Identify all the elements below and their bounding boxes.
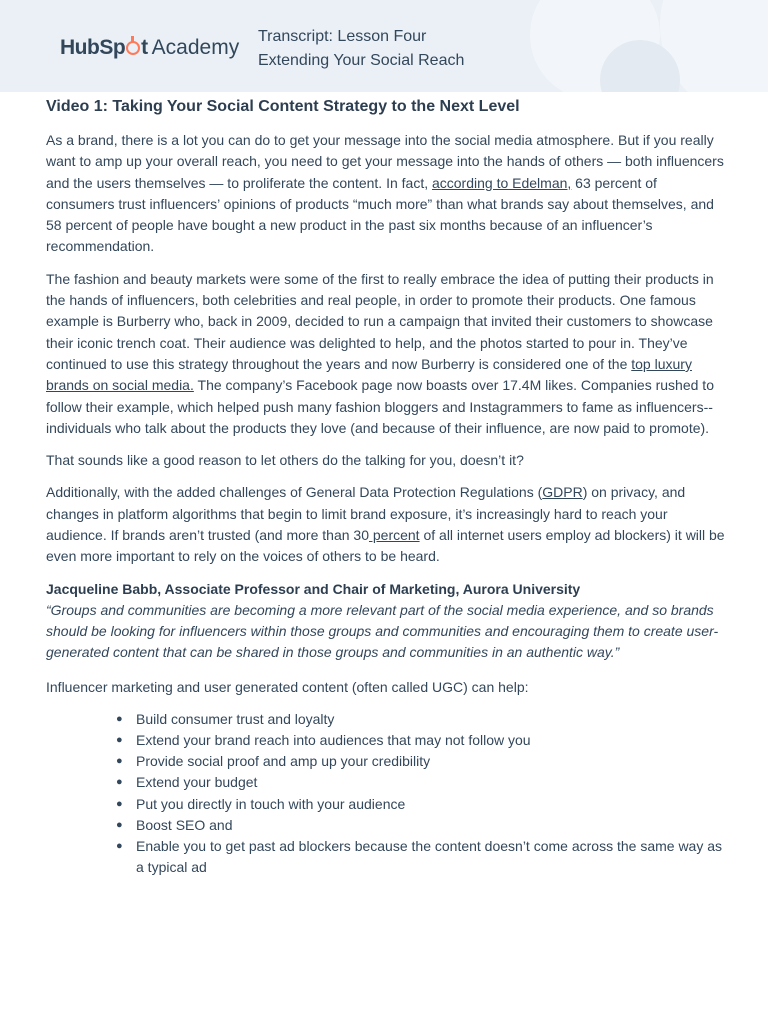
gdpr-link[interactable]: GDPR	[542, 484, 583, 501]
list-item: ● Put you directly in touch with your audience	[136, 794, 726, 815]
logo-hubspot-text: HubSp t	[60, 36, 148, 59]
quote-author: Jacqueline Babb, Associate Professor and Chair of Marketing, Aurora University	[46, 580, 581, 597]
list-intro: Influencer marketing and user generated content (often called UGC) can help:	[46, 678, 529, 695]
percent-link[interactable]: percent	[368, 527, 420, 544]
section-title: Video 1: Taking Your Social Content Strategy to the Next Level	[46, 98, 520, 115]
paragraph-4: Additionally, with the added challenges of General Data Protection Regulations (GDPR) on privacy, and changes in platform algorithms that begin to limit brand exposure, it’s increasingly hard to reach your audience. If brands aren’t trusted (and more than 30 percent of all internet users employ ad blockers) it will be even more important to rely on the voices of others to be heard.	[46, 484, 725, 565]
transcript-title	[258, 25, 464, 73]
luxury-brands-link[interactable]: top luxury brands on social media.	[46, 355, 692, 394]
edelman-link[interactable]: according to Edelman,	[431, 174, 572, 191]
transcript-subtitle: Extending Your Social Reach	[258, 52, 465, 69]
hubspot-academy-logo	[60, 36, 239, 60]
sprocket-icon	[126, 41, 140, 55]
benefits-list	[46, 709, 726, 879]
paragraph-1: As a brand, there is a lot you can do to get your message into the social media atmosphere. But if you really want to amp up your overall reach, you need to get your message into the hands of others — both influencers and the users themselves — to proliferate the content. In fact, according to Edelman, 63 percent of consumers trust influencers’ opinions of products “much more” than what brands say about themselves, and 58 percent of people have bought a new product in the past six months because of an influencer’s recommendation.	[46, 132, 724, 255]
list-item: ● Extend your budget	[136, 772, 726, 793]
list-item: ● Boost SEO and	[136, 815, 726, 836]
page-header	[0, 0, 768, 92]
list-item: ● Enable you to get past ad blockers because the content doesn’t come across the same way as a typical ad	[136, 836, 726, 878]
logo-academy-text: Academy	[151, 36, 240, 59]
quote-text: “Groups and communities are becoming a more relevant part of the social media experience, and so brands should be looking for influencers within those groups and communities and encouraging them to create user-generated content that can be shared in those groups and communities in an authentic way.”	[46, 601, 719, 661]
list-item: ● Provide social proof and amp up your credibility	[136, 751, 726, 772]
paragraph-2: The fashion and beauty markets were some of the first to really embrace the idea of putting their products in the hands of influencers, both celebrities and real people, in order to promote their products. One famous example is Burberry who, back in 2009, decided to run a campaign that invited their customers to showcase their iconic trench coat. Their audience was delighted to help, and the photos started to pour in. They’ve continued to use this strategy throughout the years and now Burberry is considered one of the top luxury brands on social media. The company’s Facebook page now boasts over 17.4M likes. Companies rushed to follow their example, which helped push many fashion bloggers and Instagrammers to fame as influencers--individuals who talk about the products they love (and because of their influence, are now paid to promote).	[46, 270, 714, 436]
paragraph-3: That sounds like a good reason to let others do the talking for you, doesn’t it?	[46, 452, 524, 469]
transcript-lesson: Transcript: Lesson Four	[258, 28, 427, 45]
list-item: ● Extend your brand reach into audiences that may not follow you	[136, 730, 726, 751]
list-item: ● Build consumer trust and loyalty	[136, 709, 726, 730]
transcript-body	[46, 96, 726, 878]
